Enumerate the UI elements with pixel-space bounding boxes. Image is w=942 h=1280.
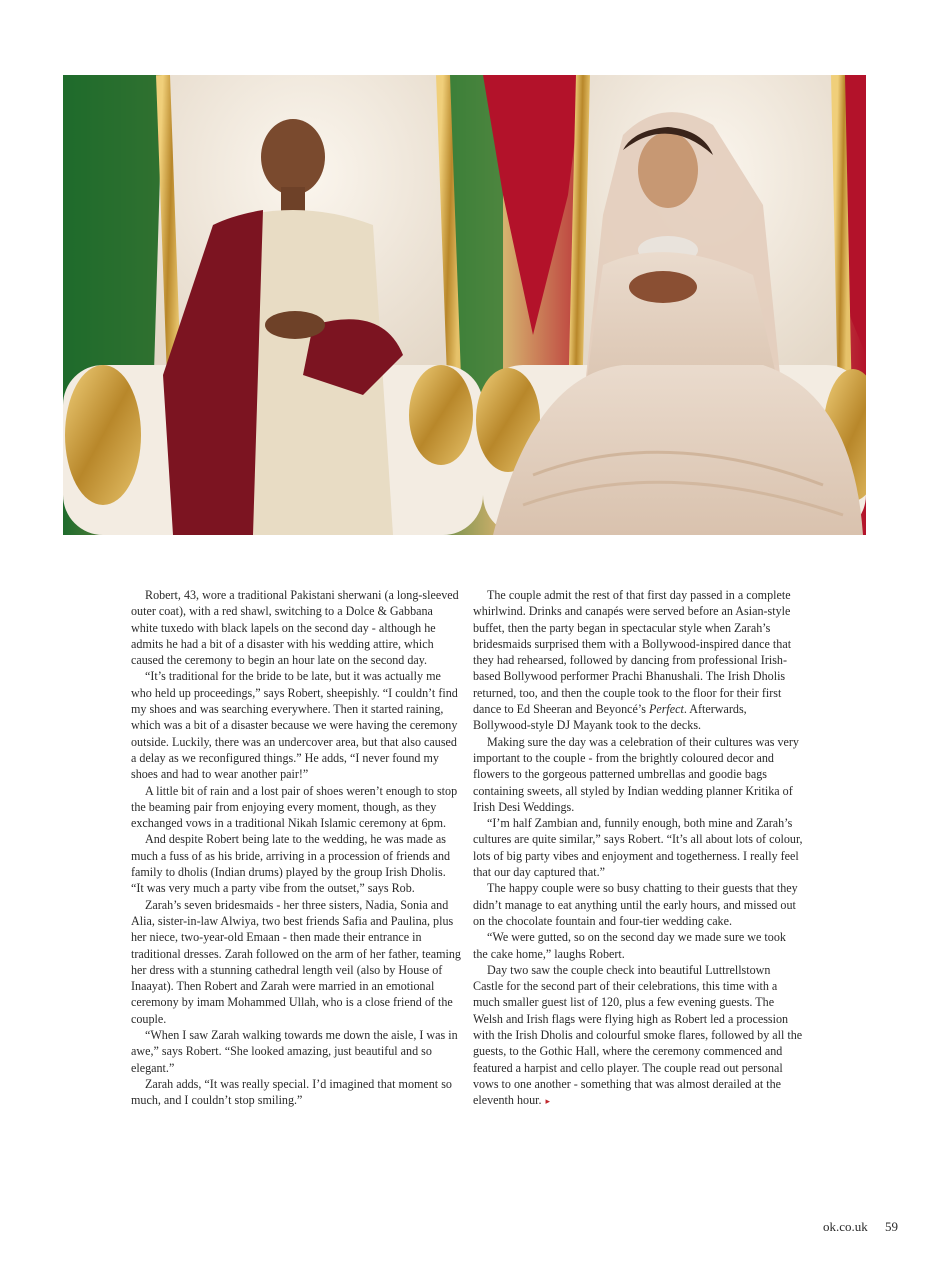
paragraph-text: Day two saw the couple check into beautiful Luttrellstown Castle for the second part of their celebrations, this time with a much smaller guest list of 120, plus a few evening guests. The Welsh and Irish flags were flying high as Robert led a procession with the Irish Dholis and colourful smoke flares, followed by all the guests, to the Gothic Hall, where the ceremony commenced and featured a harpist and cello player. The couple read out personal vows to one another - something that was almost derailed at the eleventh hour.: [473, 962, 803, 1108]
article-left-column: [131, 587, 461, 1109]
paragraph-text: The couple admit the rest of that first day passed in a complete whirlwind. Drinks and canapés were served before an Asian-style buffet, then the party began in spectacular style when Zarah’s bridesmaids surprised them with a Bollywood-inspired dance that they had rehearsed, followed by dancing from professional Irish-based Bollywood performer Prachi Bhanushali. The Irish Dholis returned, too, and then the couple took to the floor for their first dance to Ed Sheeran and Beyoncé’s: [473, 588, 792, 717]
site-url: ok.co.uk: [822, 1219, 868, 1234]
paragraph: Zarah’s seven bridesmaids - her three sisters, Nadia, Sonia and Alia, sister-in-law Alwiya, two best friends Safia and Paulina, plus her niece, two-year-old Emaan - then made their entrance in traditional dresses. Zarah followed on the arm of her father, teaming her dress with a stunning cathedral length veil (also by House of Inaayat). Then Robert and Zarah were married in an emotional ceremony by imam Mohammed Ullah, who is a close friend of the couple.: [131, 897, 461, 1026]
page-footer: [823, 1219, 898, 1235]
paragraph: “I’m half Zambian and, funnily enough, both mine and Zarah’s cultures are quite similar,” says Robert. “It’s all about lots of colour, lots of big party vibes and enjoyment and togetherness. I really feel that our day captured that.”: [473, 816, 803, 880]
song-title: Perfect: [648, 702, 684, 717]
wedding-photo: [63, 75, 866, 535]
paragraph: And despite Robert being late to the wedding, he was made as much a fuss of as his bride, arriving in a procession of friends and family to dholis (Indian drums) played by the group Irish Dholis. “It was very much a party vibe from the outset,” says Rob.: [131, 832, 451, 896]
paragraph: Robert, 43, wore a traditional Pakistani sherwani (a long-sleeved outer coat), with a red shawl, switching to a Dolce & Gabbana white tuxedo with black lapels on the second day - although he admits he had a bit of a disaster with his wedding attire, which caused the ceremony to begin an hour late on the second day.: [131, 588, 459, 668]
paragraph: “When I saw Zarah walking towards me down the aisle, I was in awe,” says Robert. “She looked amazing, just beautiful and so elegant.”: [131, 1028, 458, 1075]
article-right-column: [473, 587, 803, 1110]
paragraph: “It’s traditional for the bride to be late, but it was actually me who held up proceedings,” says Robert, sheepishly. “I couldn’t find my shoes and was searching everywhere. Then it started raining, which was a bit of a disaster because we were having the ceremony outside. Luckily, there was an undercover area, but that also caused a delay as we reconfigured things.” He adds, “I never found my shoes and had to wear another pair!”: [131, 669, 458, 782]
wedding-photo-illustration: [63, 75, 866, 535]
page-number: 59: [885, 1219, 898, 1234]
paragraph: [473, 962, 803, 1110]
paragraph: Making sure the day was a celebration of their cultures was very important to the couple - from the brightly coloured decor and flowers to the gorgeous patterned umbrellas and goodie bags containing sweets, all styled by Indian wedding planner Kritika of Irish Desi Weddings.: [473, 734, 799, 814]
paragraph: Zarah adds, “It was really special. I’d imagined that moment so much, and I couldn’t stop smiling.”: [131, 1076, 452, 1108]
paragraph: A little bit of rain and a lost pair of shoes weren’t enough to stop the beaming pair from enjoying every moment, though, as they exchanged vows in a traditional Nikah Islamic ceremony at 6pm.: [131, 783, 458, 831]
paragraph: [473, 587, 803, 734]
continue-arrow-icon: ▸: [545, 1096, 551, 1107]
paragraph: “We were gutted, so on the second day we made sure we took the cake home,” laughs Robert.: [473, 930, 786, 961]
paragraph-text: . Afterwards, Bollywood-style DJ Mayank took to the decks.: [473, 702, 747, 733]
paragraph: The happy couple were so busy chatting to their guests that they didn’t manage to eat anything until the early hours, and missed out on the chocolate fountain and four-tier wedding cake.: [473, 881, 798, 928]
